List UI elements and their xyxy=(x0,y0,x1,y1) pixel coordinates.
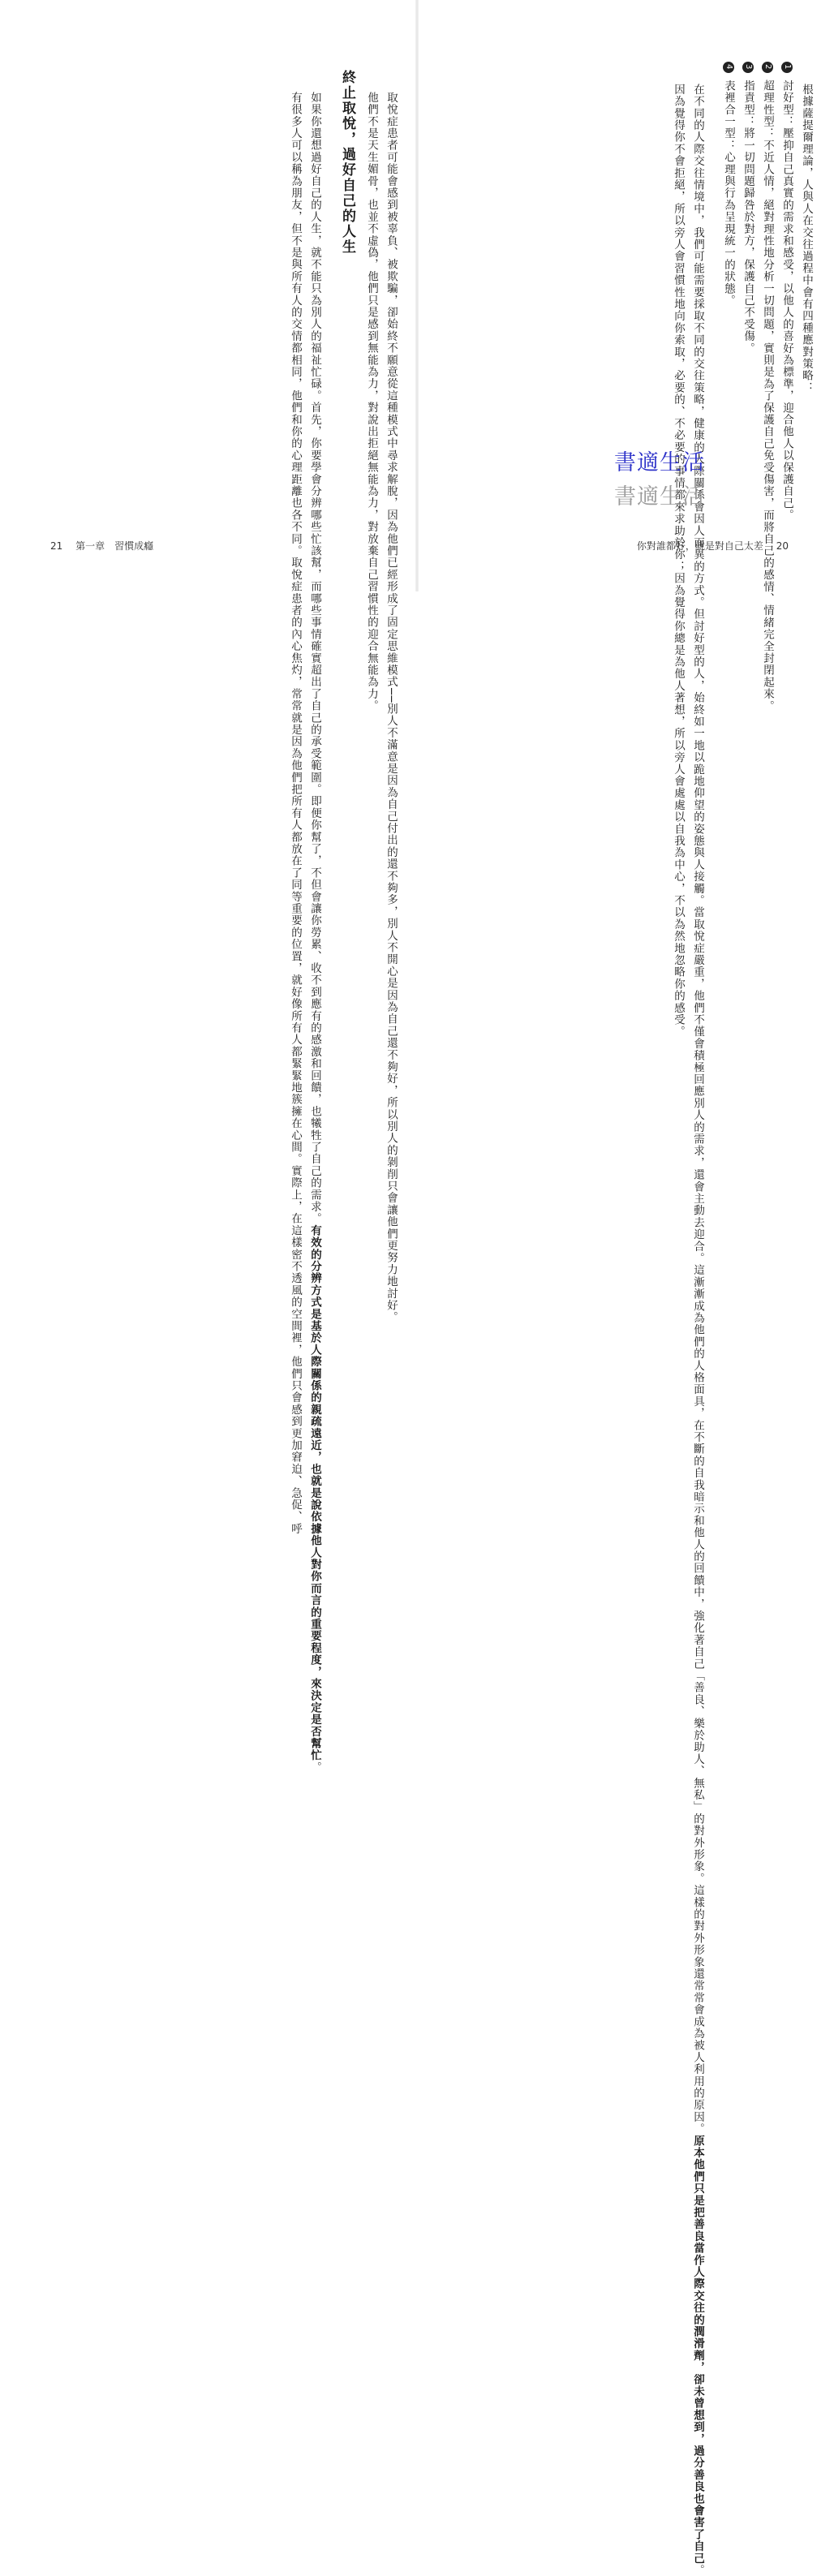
numbered-marker-icon: 1 xyxy=(781,62,793,73)
running-head-title: 你對誰都好，就是對自己太差 xyxy=(636,540,763,552)
numbered-marker-icon: 3 xyxy=(742,62,754,73)
left-footer xyxy=(50,539,163,553)
list-item-text: 指責型：將一切問題歸咎於對方，保護自己不受傷。 xyxy=(742,80,754,355)
paragraph-text: 。 xyxy=(308,1761,321,1774)
paragraph-text: 。 xyxy=(691,2564,704,2576)
list-item xyxy=(777,62,797,521)
paragraph-bold-text: 有效的分辨方式是基於人際關係的親疏遠近，也就是說依據他人對你而言的重要程度，來決定是否幫忙 xyxy=(308,1224,321,1761)
watermark-secondary: 書適生活 xyxy=(614,484,705,510)
paragraph: 因為覺得你不會拒絕，所以旁人會習慣性地向你索取，必要的、不必要的事情都來求助於你；因為覺得你總是為他人著想，所以旁人會處處以自我為中心，不以為然地忽略你的感受。 xyxy=(672,84,685,1038)
list-item-text: 表裡合一型：心理與行為呈現統一的狀態。 xyxy=(722,80,735,307)
paragraph: 根據薩提爾理論，人與人在交往過程中會有四種應對策略： xyxy=(800,84,813,394)
list-item xyxy=(758,62,777,712)
paragraph xyxy=(305,70,325,1774)
running-head-chapter: 第一章 習慣成癮 xyxy=(75,540,154,552)
right-footer xyxy=(627,539,789,553)
paragraph: 取悅症患者可能會感到被辜負、被欺騙，卻始終不願意從這種模式中尋求解脫，因為他們已經形成了固定思維模式──別人不滿意是因為自己付出的還不夠多，別人不開心是因為自己還不夠好，所以別人的剝削只會讓他們更努力地討好。 xyxy=(385,92,398,1324)
section-heading: 終止取悅，過好自己的人生 xyxy=(339,70,355,255)
list-item xyxy=(738,62,758,521)
left-page xyxy=(0,0,415,1774)
numbered-marker-icon: 2 xyxy=(762,62,773,73)
watermark-primary: 書適生活 xyxy=(614,450,705,475)
list-item-text: 討好型：壓抑自己真實的需求和感受，以他人的喜好為標準，迎合他人以保護自己。 xyxy=(780,80,793,522)
paragraph-bold-text: 原本他們只是把善良當作人際交往的潤滑劑，卻未曾想到，過分善良也會害了自己 xyxy=(691,2135,704,2565)
paragraph-text: 在不同的人際交往情境中，我們可能需要採取不同的交往策略，健康的人際關係會因人而異的方式。但討好型的人，始終如一地以跪地仰望的姿態與人接觸。當取悅症嚴重，他們不僅會積極回應別人的需求，還會主動去迎合。這漸漸成為他們的人格面具，在不斷的自我暗示和他人的回饋中，強化著自己「善良、樂於助人、無私」的對外形象。這樣的對外形象還常常會成為被人利用的原因。 xyxy=(691,84,704,2135)
list-item-text: 超理性型：不近人情，絕對理性地分析一切問題，實則是為了保護自己免受傷害，而將自己的感情、情緒完全封閉起來。 xyxy=(761,80,774,712)
paragraph: 他們不是天生媚骨，也並不虛偽，他們只是感到無能為力，對說出拒絕無能為力，對放棄自己習慣性的迎合無能為力。 xyxy=(365,92,378,712)
numbered-marker-icon: 4 xyxy=(723,62,734,73)
paragraph: 有很多人可以稱為朋友，但不是與所有人的交情都相同，他們和你的心理距離也各不同。取悅症患者的內心焦灼，常常就是因為他們把所有人都放在了同等重要的位置，就好像所有人都緊緊地簇擁在心間。實際上，在這樣密不透風的空間裡，他們只會感到更加窘迫、急促、呼 xyxy=(289,92,302,1535)
paragraph-text: 如果你還想過好自己的人生，就不能只為別人的福祉忙碌。首先，你要學會分辨哪些忙該幫，而哪些事情確實超出了自己的承受範圍。即便你幫了，不但會讓你勞累、收不到應有的感激和回饋，也犧牲了自己的需求。 xyxy=(308,92,321,1225)
page-number: 20 xyxy=(776,540,789,552)
page-number: 21 xyxy=(50,540,63,552)
list-item xyxy=(719,62,738,521)
